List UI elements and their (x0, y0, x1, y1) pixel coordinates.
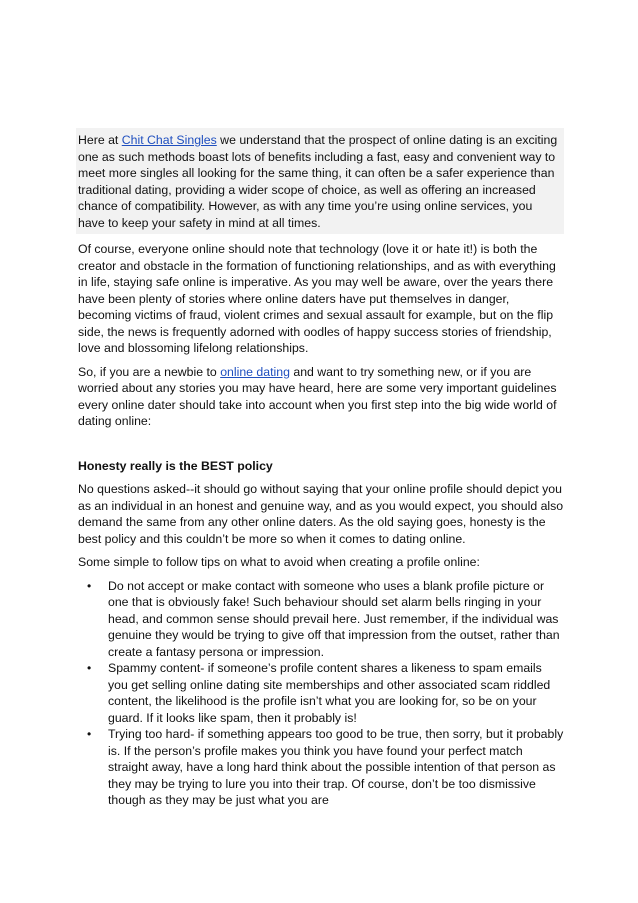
list-item (87, 578, 564, 661)
list-item (87, 726, 564, 809)
tips-list (78, 578, 564, 809)
section-spacer (78, 430, 564, 458)
document-body (78, 128, 564, 809)
bullet-icon: • (87, 727, 92, 741)
intro-paragraph-3: So, if you are a newbie to online dating and want to try something new, or if you are worried about any stories you may have heard, here are some very important guidelines every online dater should take into account when you first step into the big wide world of dating online: (78, 364, 557, 428)
intro-highlight-block (76, 128, 564, 234)
intro-paragraph-1: Here at Chit Chat Singles we understand that the prospect of online dating is an exciting one as such methods boast lots of benefits including a fast, easy and convenient way to meet more singles all looking for the same thing, it can often be a safer experience than traditional dating, providing a wider scope of choice, as well as offering an increased chance of compatibility. However, as with any time you’re using online services, you have to keep your safety in mind at all times. (78, 133, 558, 230)
bullet-icon: • (87, 578, 92, 593)
tip-text: Do not accept or make contact with someone who uses a blank profile picture or one that is obviously fake! Such behaviour should set alarm bells ringing in your head, and common sense should prevail here. Just remember, if the individual was genuine they would be trying to give off that impression from the outset, rather than create a fantasy persona or impression. (108, 578, 560, 659)
section-paragraph-2: Some simple to follow tips on what to avoid when creating a profile online: (78, 555, 480, 569)
tip-text: Spammy content- if someone’s profile content shares a likeness to spam emails you get selling online dating site memberships and other associated scam riddled content, the likelihood is the profile isn’t what you are looking for, so be on your guard. If it looks like spam, then it probably is! (108, 661, 551, 725)
bullet-icon: • (87, 661, 92, 675)
tip-text: Trying too hard- if something appears too good to be true, then sorry, but it probably is. If the person’s profile makes you think you have found your perfect match straight away, have a long hard think about the possible intention of that person as they may be trying to lure you into their trap. Of course, don’t be too dismissive though as they may be just what you are (108, 727, 564, 807)
intro-paragraph-2: Of course, everyone online should note that technology (love it or hate it!) is both the creator and obstacle in the formation of functioning relationships, and as with everything in life, staying safe online is imperative. As you may well be aware, over the years there have been plenty of stories where online daters have put themselves in danger, becoming victims of fraud, violent crimes and sexual assault for example, but on the flip side, the news is frequently adorned with oodles of happy success stories of friendship, love and blossoming lifelong relationships. (78, 242, 556, 355)
section-heading: Honesty really is the BEST policy (78, 458, 273, 473)
list-item (87, 660, 564, 726)
online-dating-link[interactable]: online dating (220, 364, 290, 379)
section-paragraph-1: No questions asked--it should go without saying that your online profile should depict you as an individual in an honest and genuine way, and as you would expect, you should also demand the same from any other online daters. As the old saying goes, honesty is the best policy and this couldn’t be more so when it comes to dating online. (78, 482, 564, 546)
chit-chat-singles-link[interactable]: Chit Chat Singles (121, 133, 217, 147)
